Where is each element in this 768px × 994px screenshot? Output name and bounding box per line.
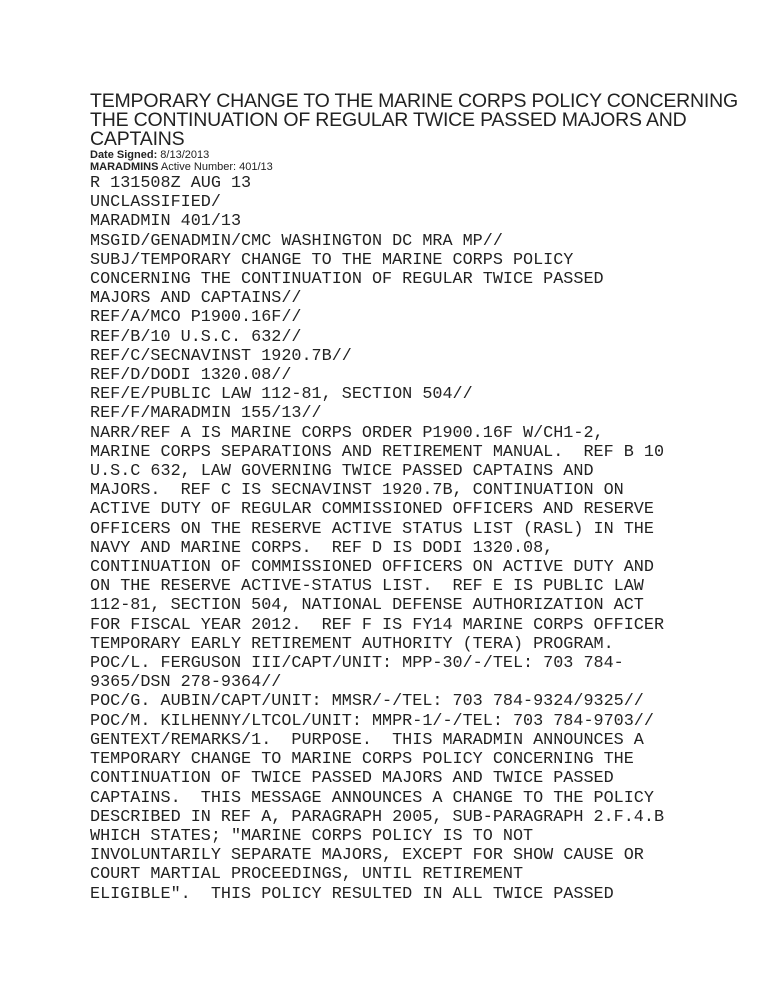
message-line: DESCRIBED IN REF A, PARAGRAPH 2005, SUB-PARAGRAPH 2.F.4.B — [90, 807, 665, 827]
message-line: POC/L. FERGUSON III/CAPT/UNIT: MPP-30/-/TEL: 703 784- — [90, 654, 624, 674]
document-page — [90, 90, 738, 904]
message-line: CONTINUATION OF COMMISSIONED OFFICERS ON ACTIVE DUTY AND — [90, 558, 654, 578]
message-line: ACTIVE DUTY OF REGULAR COMMISSIONED OFFICERS AND RESERVE — [90, 500, 654, 520]
message-line: FOR FISCAL YEAR 2012. REF F IS FY14 MARINE CORPS OFFICER — [90, 615, 665, 635]
title-line: TEMPORARY CHANGE TO THE MARINE CORPS POLICY CONCERNING — [90, 90, 738, 112]
message-line: TEMPORARY CHANGE TO MARINE CORPS POLICY CONCERNING THE — [90, 750, 634, 770]
message-line: MAJORS AND CAPTAINS// — [90, 289, 302, 309]
message-line: SUBJ/TEMPORARY CHANGE TO THE MARINE CORPS POLICY — [90, 250, 574, 270]
message-line: REF/E/PUBLIC LAW 112-81, SECTION 504// — [90, 385, 473, 405]
message-line: CONTINUATION OF TWICE PASSED MAJORS AND TWICE PASSED — [90, 769, 614, 789]
message-line: POC/M. KILHENNY/LTCOL/UNIT: MMPR-1/-/TEL: 703 784-9703// — [90, 711, 654, 731]
message-line: POC/G. AUBIN/CAPT/UNIT: MMSR/-/TEL: 703 784-9324/9325// — [90, 692, 644, 712]
message-line: REF/B/10 U.S.C. 632// — [90, 327, 302, 347]
message-line: COURT MARTIAL PROCEEDINGS, UNTIL RETIREMENT — [90, 865, 524, 885]
message-line: U.S.C 632, LAW GOVERNING TWICE PASSED CAPTAINS AND — [90, 462, 594, 482]
message-line: REF/A/MCO P1900.16F// — [90, 308, 302, 328]
message-line: MARINE CORPS SEPARATIONS AND RETIREMENT MANUAL. REF B 10 — [90, 442, 665, 462]
message-line: REF/C/SECNAVINST 1920.7B// — [90, 346, 352, 366]
message-line: MARADMIN 401/13 — [90, 212, 242, 232]
message-line: ON THE RESERVE ACTIVE-STATUS LIST. REF E IS PUBLIC LAW — [90, 577, 644, 597]
message-line: MAJORS. REF C IS SECNAVINST 1920.7B, CONTINUATION ON — [90, 481, 624, 501]
message-line: REF/F/MARADMIN 155/13// — [90, 404, 322, 424]
message-line: 112-81, SECTION 504, NATIONAL DEFENSE AUTHORIZATION ACT — [90, 596, 644, 616]
message-line: CONCERNING THE CONTINUATION OF REGULAR TWICE PASSED — [90, 270, 604, 290]
maradmins-value: Active Number: 401/13 — [158, 161, 273, 173]
message-line: NARR/REF A IS MARINE CORPS ORDER P1900.16F W/CH1-2, — [90, 423, 604, 443]
message-line: R 131508Z AUG 13 — [90, 174, 252, 193]
date-signed-label: Date Signed: — [90, 149, 158, 161]
message-line: GENTEXT/REMARKS/1. PURPOSE. THIS MARADMIN ANNOUNCES A — [90, 730, 644, 750]
message-line: 9365/DSN 278-9364// — [90, 673, 282, 693]
date-signed — [90, 149, 730, 161]
message-line: UNCLASSIFIED/ — [90, 193, 221, 213]
date-signed-value: 8/13/2013 — [157, 149, 210, 161]
message-line: ELIGIBLE". THIS POLICY RESULTED IN ALL TWICE PASSED — [90, 884, 614, 904]
maradmins-label: MARADMINS — [90, 161, 159, 173]
message-line: MSGID/GENADMIN/CMC WASHINGTON DC MRA MP// — [90, 231, 503, 251]
title-line: THE CONTINUATION OF REGULAR TWICE PASSED MAJORS AND — [90, 109, 687, 131]
title-line: CAPTAINS — [90, 128, 185, 150]
maradmin-number — [90, 161, 730, 173]
message-line: NAVY AND MARINE CORPS. REF D IS DODI 1320.08, — [90, 538, 554, 558]
message-line: TEMPORARY EARLY RETIREMENT AUTHORITY (TERA) PROGRAM. — [90, 634, 614, 654]
document-title — [90, 90, 738, 150]
message-line: CAPTAINS. THIS MESSAGE ANNOUNCES A CHANGE TO THE POLICY — [90, 788, 654, 808]
message-body — [90, 174, 730, 904]
message-line: INVOLUNTARILY SEPARATE MAJORS, EXCEPT FOR SHOW CAUSE OR — [90, 846, 644, 866]
message-line: WHICH STATES; "MARINE CORPS POLICY IS TO NOT — [90, 826, 534, 846]
message-line: OFFICERS ON THE RESERVE ACTIVE STATUS LIST (RASL) IN THE — [90, 519, 654, 539]
message-line: REF/D/DODI 1320.08// — [90, 366, 292, 386]
